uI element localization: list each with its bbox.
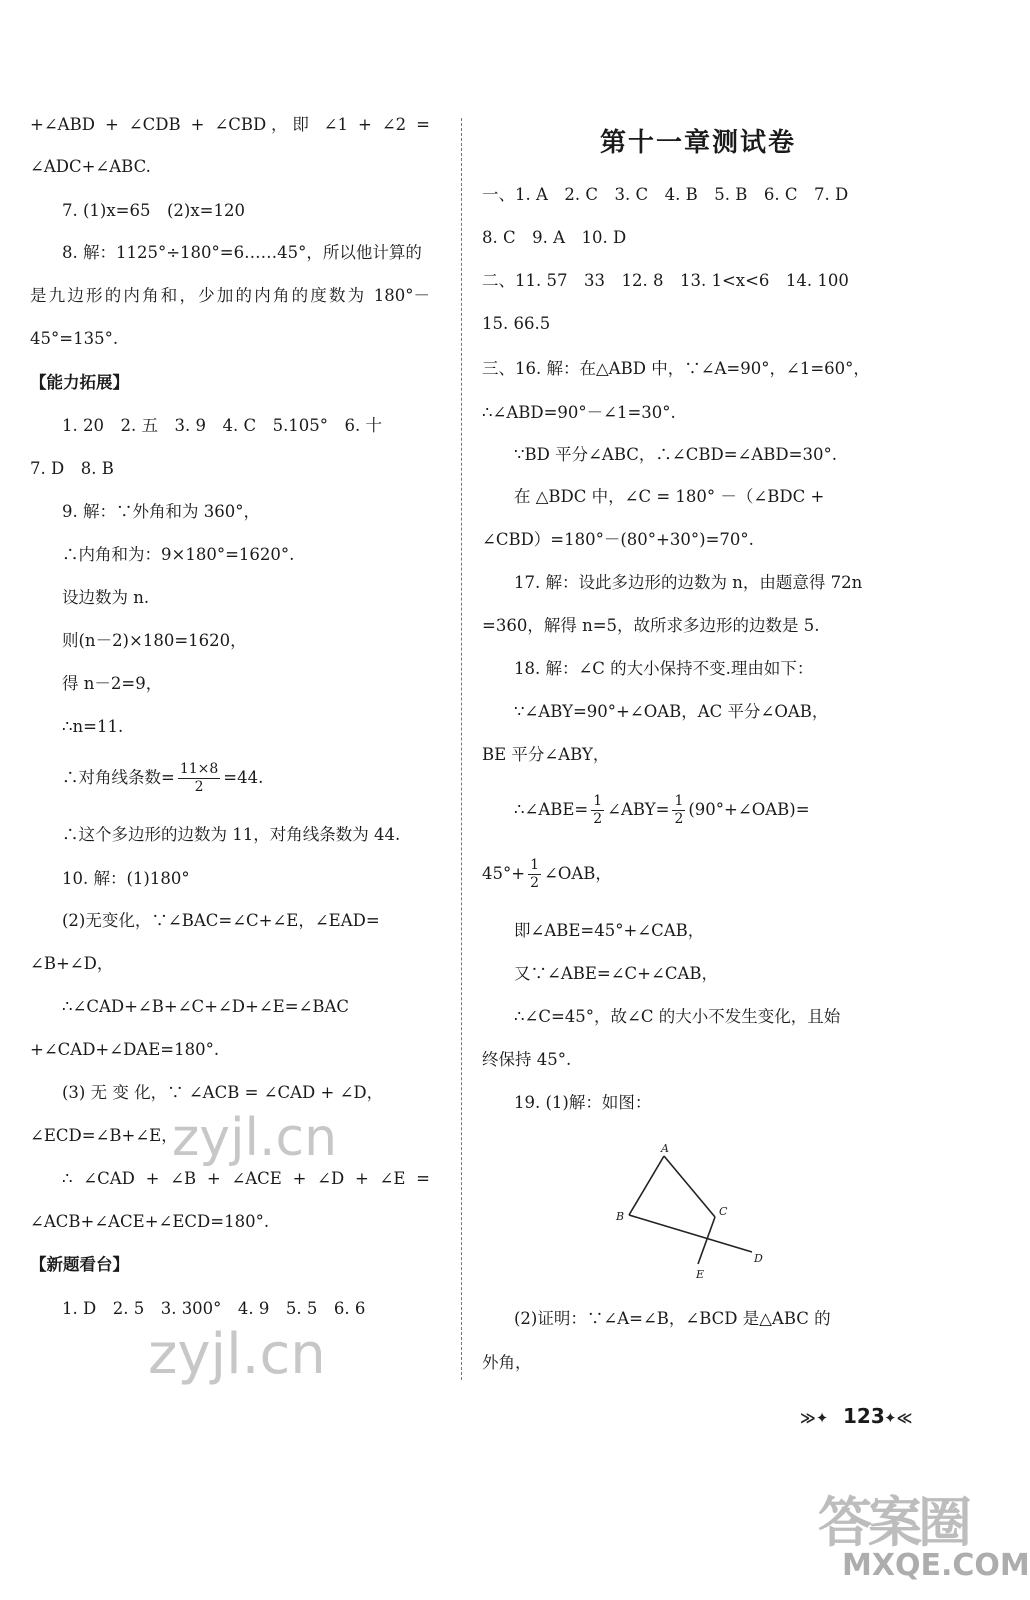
text-line: (3) 无 变 化，∵ ∠ACB = ∠CAD + ∠D， bbox=[62, 1083, 384, 1102]
text-line: 10. 解：(1)180° bbox=[62, 869, 190, 888]
text-line: ∵∠ABY=90°+∠OAB，AC 平分∠OAB， bbox=[514, 702, 829, 721]
text-line: 18. 解：∠C 的大小保持不变.理由如下： bbox=[514, 659, 814, 678]
watermark: zyjl.cn bbox=[172, 1108, 338, 1168]
text-line-fraction bbox=[482, 856, 612, 892]
text-line: 则(n－2)×180=1620， bbox=[62, 631, 247, 650]
text-line: 17. 解：设此多边形的边数为 n，由题意得 72n bbox=[514, 573, 863, 592]
segment-ac bbox=[664, 1156, 715, 1217]
text-segment: ∠ABY= bbox=[607, 800, 670, 819]
site-logo bbox=[808, 1480, 1030, 1590]
text-line: ∴∠CAD+∠B+∠C+∠D+∠E=∠BAC bbox=[62, 997, 350, 1016]
ornament-right-icon: ✦≪ bbox=[884, 1409, 913, 1427]
text-line: ∴n=11. bbox=[62, 717, 124, 736]
triangle-figure bbox=[612, 1140, 792, 1280]
fraction-denominator: 2 bbox=[593, 811, 603, 827]
text-segment: (90°+∠OAB)= bbox=[688, 800, 810, 819]
segment-bd bbox=[629, 1215, 752, 1252]
page-number bbox=[800, 1402, 920, 1434]
text-line: (2)证明：∵∠A=∠B，∠BCD 是△ABC 的 bbox=[514, 1309, 831, 1328]
text-line: ∵BD 平分∠ABC，∴∠CBD=∠ABD=30°. bbox=[514, 445, 837, 464]
text-line: ∴∠ABD=90°－∠1=30°. bbox=[482, 403, 676, 422]
text-line: 又∵∠ABE=∠C+∠CAB， bbox=[514, 964, 719, 983]
section-heading-new: 【新题看台】 bbox=[30, 1255, 129, 1274]
text-line: BE 平分∠ABY， bbox=[482, 745, 610, 764]
text-line-fraction bbox=[482, 792, 810, 828]
fraction-numerator: 1 bbox=[593, 793, 603, 809]
fraction-numerator: 1 bbox=[530, 857, 539, 873]
text-line: ∠ECD=∠B+∠E， bbox=[30, 1126, 178, 1145]
text-segment: ∴对角线条数= bbox=[62, 768, 175, 787]
text-segment: 45°+ bbox=[482, 864, 526, 883]
label-b: B bbox=[616, 1210, 625, 1223]
logo-sub-text: MXQE.COM bbox=[842, 1548, 1030, 1583]
text-line: ∠ADC+∠ABC. bbox=[30, 157, 151, 176]
fraction bbox=[178, 761, 220, 796]
fraction bbox=[591, 793, 604, 828]
text-line: ∠B+∠D， bbox=[30, 954, 114, 973]
label-a: A bbox=[661, 1142, 669, 1155]
fraction-denominator: 2 bbox=[194, 779, 204, 795]
text-line: 7. (1)x=65 (2)x=120 bbox=[62, 201, 245, 220]
text-line: 19. (1)解：如图： bbox=[514, 1093, 652, 1112]
text-line: 9. 解：∵外角和为 360°， bbox=[62, 502, 260, 521]
text-line: +∠CAD+∠DAE=180°. bbox=[30, 1040, 220, 1059]
page-number-text: 123 bbox=[843, 1404, 885, 1428]
fraction-denominator: 2 bbox=[530, 875, 539, 891]
fraction-numerator: 11×8 bbox=[179, 761, 219, 777]
text-line: 二、11. 57 33 12. 8 13. 1<x<6 14. 100 bbox=[482, 271, 849, 290]
text-line: 在 △BDC 中，∠C = 180° －（∠BDC + bbox=[514, 487, 825, 506]
text-line: 8. 解：1125°÷180°=6……45°，所以他计算的 bbox=[62, 243, 422, 262]
logo-main-text: 答案圈 bbox=[818, 1491, 968, 1554]
fraction-denominator: 2 bbox=[674, 811, 684, 827]
text-line: 7. D 8. B bbox=[30, 459, 114, 478]
text-segment: ∠OAB， bbox=[544, 864, 612, 883]
text-line: ∠ACB+∠ACE+∠ECD=180°. bbox=[30, 1212, 270, 1231]
text-line: ∴内角和为：9×180°=1620°. bbox=[62, 545, 295, 564]
text-line: 即∠ABE=45°+∠CAB， bbox=[514, 921, 705, 940]
text-line: 45°=135°. bbox=[30, 329, 119, 348]
text-line: (2)无变化，∵∠BAC=∠C+∠E，∠EAD= bbox=[62, 911, 380, 930]
text-line: 1. D 2. 5 3. 300° 4. 9 5. 5 6. 6 bbox=[62, 1299, 366, 1318]
text-line: 是九边形的内角和，少加的内角的度数为 180°－ bbox=[30, 286, 430, 305]
text-line: 三、16. 解：在△ABD 中，∵∠A=90°，∠1=60°， bbox=[482, 359, 870, 378]
label-c: C bbox=[719, 1205, 728, 1218]
text-line: ∴∠C=45°，故∠C 的大小不发生变化，且始 bbox=[514, 1007, 841, 1026]
text-line: ∴ ∠CAD + ∠B + ∠ACE + ∠D + ∠E = bbox=[62, 1169, 430, 1188]
text-segment: =44. bbox=[223, 768, 264, 787]
text-line-fraction bbox=[30, 760, 263, 796]
text-line: ∴这个多边形的边数为 11，对角线条数为 44. bbox=[62, 825, 401, 844]
text-line: 外角， bbox=[482, 1353, 532, 1372]
text-line: 8. C 9. A 10. D bbox=[482, 228, 627, 247]
text-segment: ∴∠ABE= bbox=[514, 800, 589, 819]
text-line: =360，解得 n=5，故所求多边形的边数是 5. bbox=[482, 616, 820, 635]
text-line: 1. 20 2. 五 3. 9 4. C 5.105° 6. 十 bbox=[62, 416, 383, 435]
fraction bbox=[528, 857, 541, 892]
text-line: 得 n－2=9， bbox=[62, 674, 163, 693]
segment-ab bbox=[629, 1156, 664, 1215]
fraction-numerator: 1 bbox=[674, 793, 684, 809]
text-line: 15. 66.5 bbox=[482, 314, 551, 333]
text-line: ∠CBD）=180°－(80°+30°)=70°. bbox=[482, 530, 754, 549]
text-line: 一、1. A 2. C 3. C 4. B 5. B 6. C 7. D bbox=[482, 185, 849, 204]
text-line: 设边数为 n. bbox=[62, 588, 150, 607]
fraction bbox=[672, 793, 685, 828]
text-line: 终保持 45°. bbox=[482, 1050, 572, 1069]
ornament-left-icon: ≫✦ bbox=[800, 1409, 829, 1427]
chapter-title: 第十一章测试卷 bbox=[599, 128, 796, 158]
column-divider bbox=[461, 118, 462, 1380]
label-d: D bbox=[754, 1252, 763, 1265]
watermark: zyjl.cn bbox=[148, 1322, 326, 1387]
section-heading-ability: 【能力拓展】 bbox=[30, 373, 129, 392]
label-e: E bbox=[696, 1268, 705, 1281]
text-line: +∠ABD + ∠CDB + ∠CBD，即 ∠1 + ∠2 = bbox=[30, 115, 430, 134]
